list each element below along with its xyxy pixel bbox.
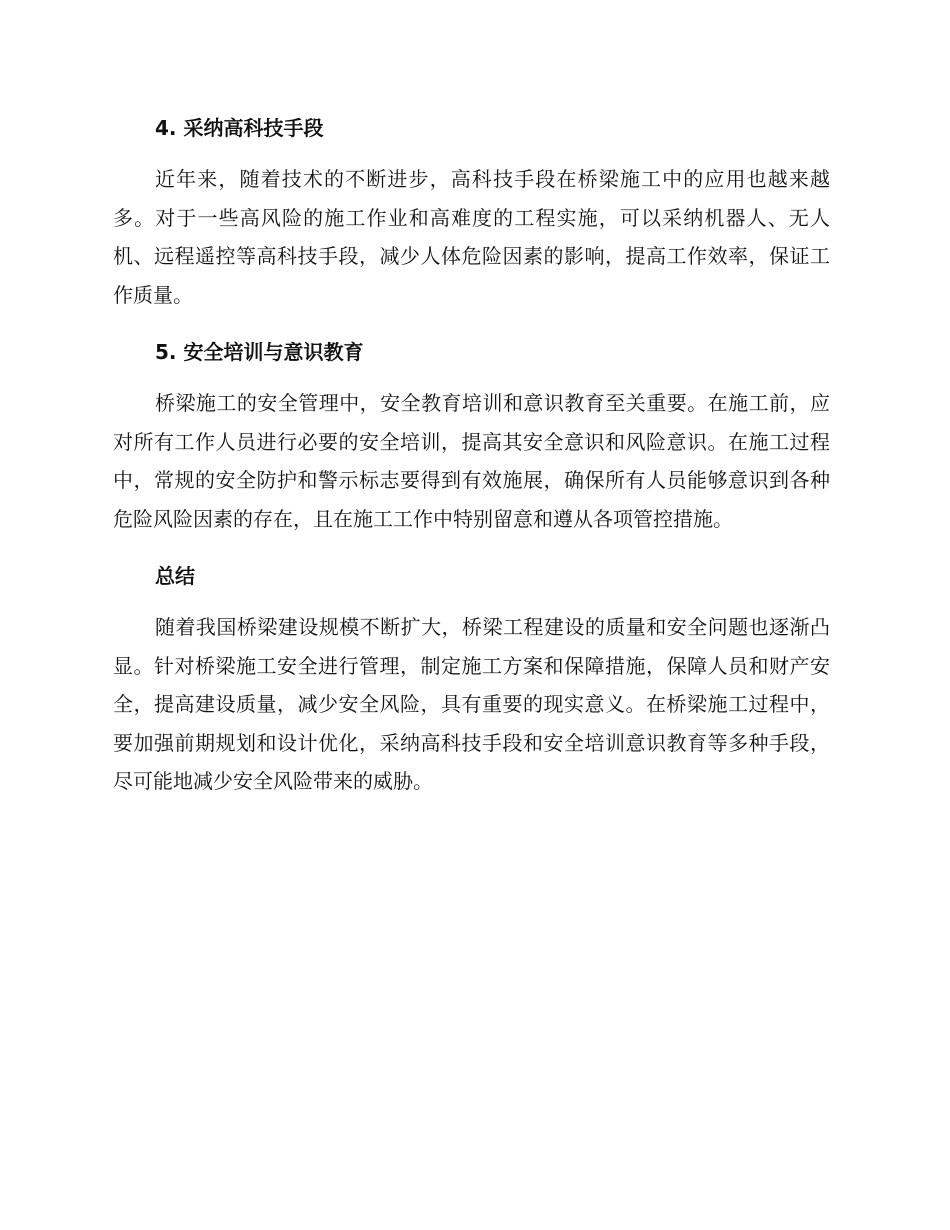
section-heading: 总结 [155, 564, 195, 588]
section-paragraph: 随着我国桥梁建设规模不断扩大，桥梁工程建设的质量和安全问题也逐渐凸显。针对桥梁施工安全进行管理，制定施工方案和保障措施，保障人员和财产安全，提高建设质量，减少安全风险，具有重要的现实意义。在桥梁施工过程中，要加强前期规划和设计优化，采纳高科技手段和安全培训意识教育等多种手段，尽可能地减少安全风险带来的威胁。 [113, 615, 830, 793]
section-paragraph: 近年来，随着技术的不断进步，高科技手段在桥梁施工中的应用也越来越多。对于一些高风险的施工作业和高难度的工程实施，可以采纳机器人、无人机、远程遥控等高科技手段，减少人体危险因素的影响，提高工作效率，保证工作质量。 [113, 167, 830, 307]
section-summary [113, 558, 830, 801]
section-heading: 5. 安全培训与意识教育 [155, 340, 364, 364]
document-body [113, 110, 830, 801]
section-heading: 4. 采纳高科技手段 [155, 116, 324, 140]
section-high-tech-methods [113, 110, 830, 314]
section-paragraph: 桥梁施工的安全管理中，安全教育培训和意识教育至关重要。在施工前，应对所有工作人员进行必要的安全培训，提高其安全意识和风险意识。在施工过程中，常规的安全防护和警示标志要得到有效施展，确保所有人员能够意识到各种危险风险因素的存在，且在施工工作中特别留意和遵从各项管控措施。 [113, 391, 830, 531]
section-safety-training [113, 334, 830, 538]
